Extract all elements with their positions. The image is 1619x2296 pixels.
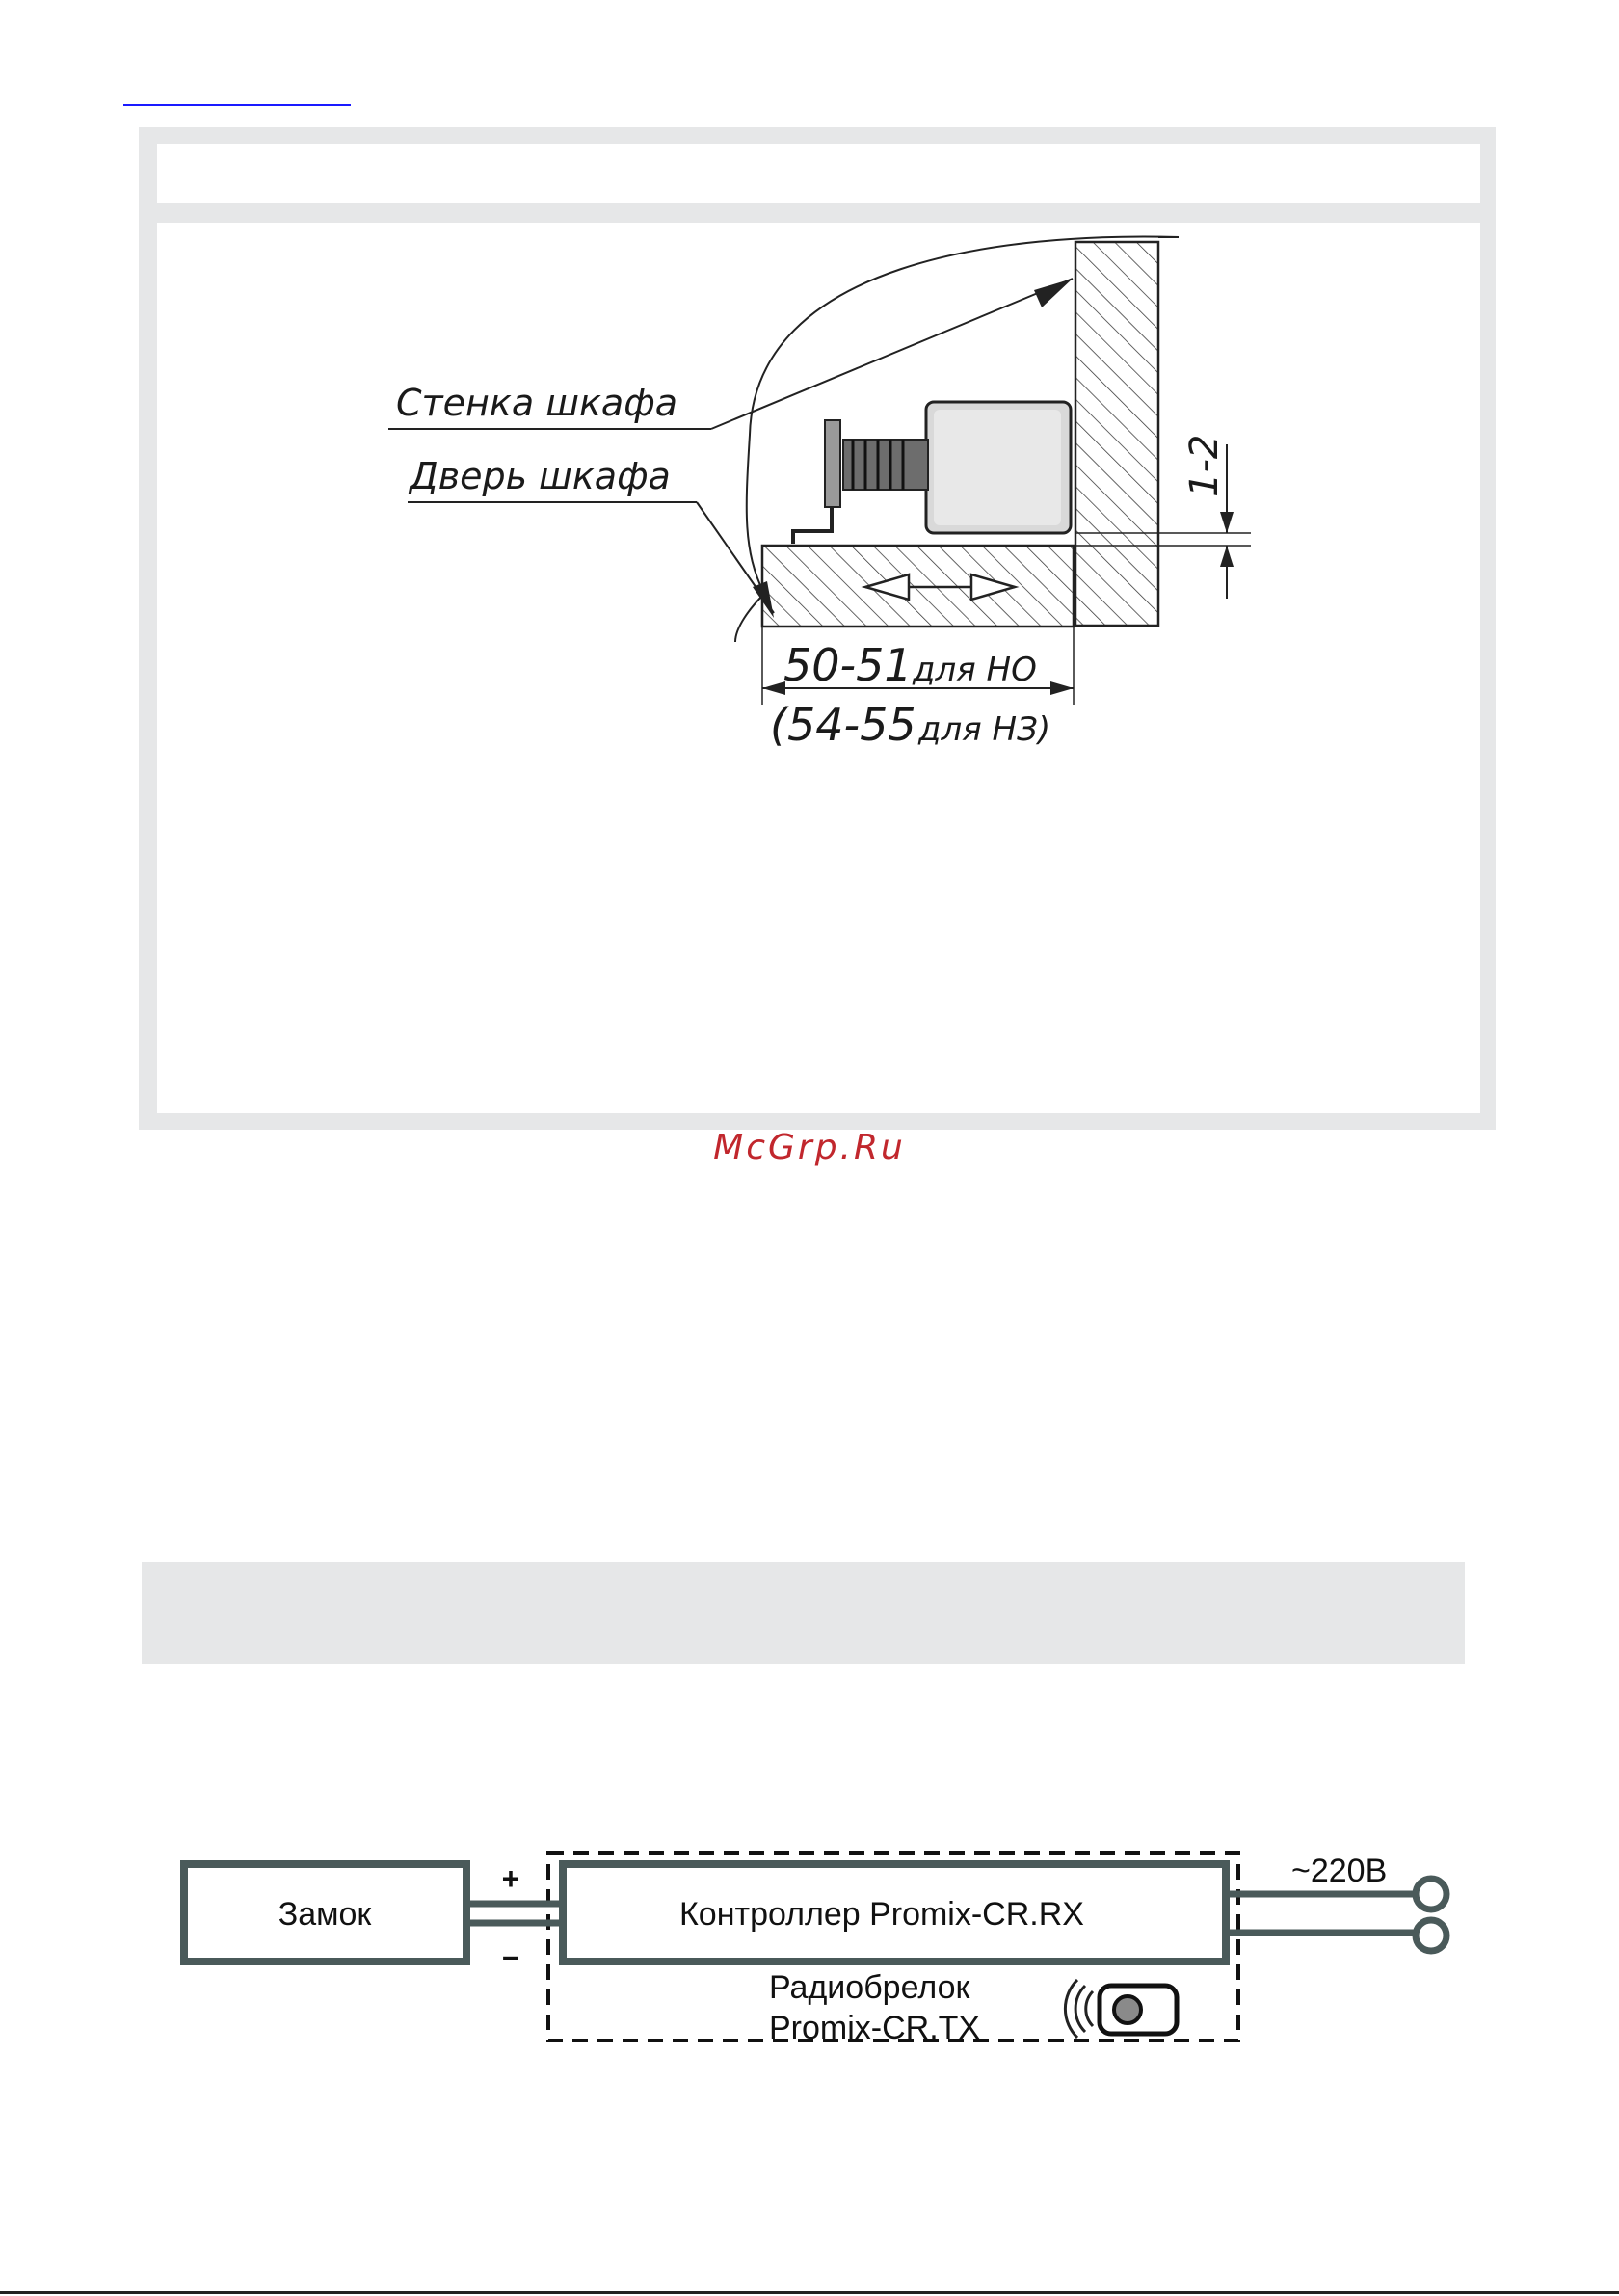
label-cabinet-door: Дверь шкафа	[410, 455, 671, 497]
wire-minus-label: –	[502, 1938, 519, 1973]
cabinet-wall	[1075, 242, 1158, 626]
page-footer-rule	[0, 2291, 1619, 2294]
wiring-diagram	[0, 1812, 1619, 2063]
mains-voltage-label: ~220В	[1291, 1853, 1388, 1889]
fob-label-line1: Радиобрелок	[769, 1969, 970, 2006]
dimension-no-suffix: для НО	[913, 651, 1037, 689]
watermark: McGrp.Ru	[713, 1128, 906, 1167]
label-cabinet-wall: Стенка шкафа	[396, 382, 677, 424]
gap-dimension-label: 1-2	[1182, 434, 1227, 497]
figure-caption-box	[157, 144, 1480, 203]
controller-block-label: Контроллер Promix-CR.RX	[679, 1896, 1084, 1933]
striker-bracket	[793, 420, 840, 544]
section-caption-box	[142, 1562, 1465, 1664]
wire-plus-label: +	[501, 1861, 520, 1896]
lock-spring	[843, 440, 928, 490]
fob-label-line2: Promix-CR.TX	[769, 2010, 981, 2046]
mounting-drawing	[157, 223, 1480, 1113]
mains-terminal-2	[1416, 1920, 1446, 1951]
radio-fob-icon	[1065, 1980, 1177, 2038]
lock-block-label: Замок	[278, 1896, 372, 1933]
top-link-underline[interactable]	[123, 104, 351, 106]
dimension-nc-suffix: для НЗ)	[918, 710, 1051, 749]
dimension-no-value: 50-51	[783, 639, 913, 691]
mains-terminal-1	[1416, 1879, 1446, 1909]
dimension-nc-value: (54-55	[770, 699, 916, 751]
